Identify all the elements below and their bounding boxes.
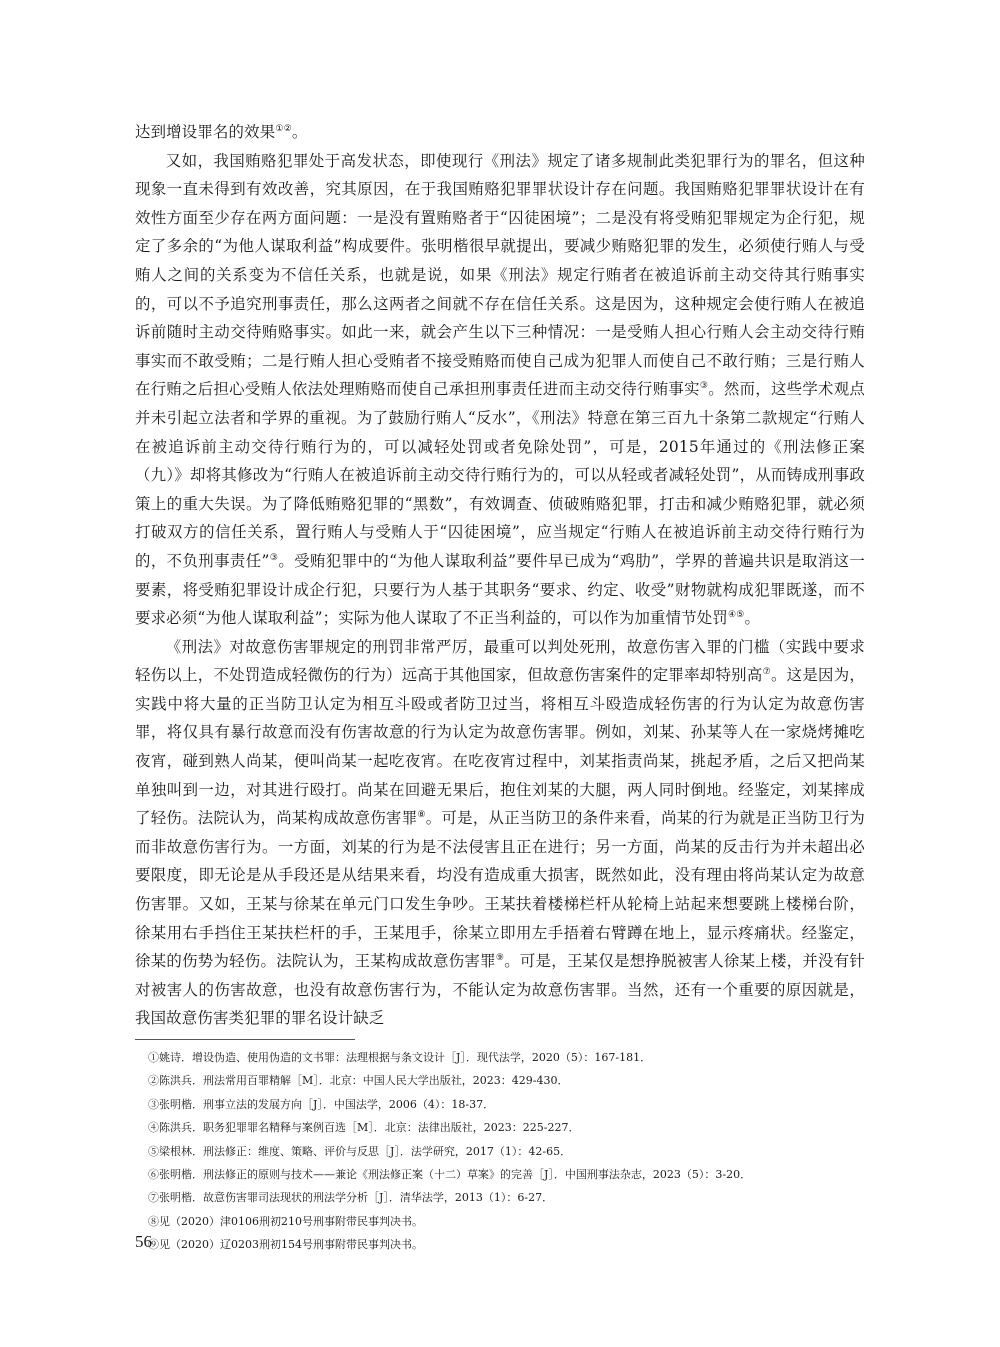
- footnote-5: ⑤梁根林．刑法修正：维度、策略、评价与反思［J］．法学研究，2017（1）：42-65．: [148, 1144, 572, 1158]
- body-text: [135, 118, 865, 1033]
- footnote-7: ⑦张明楷．故意伤害罪司法现状的刑法学分析［J］．清华法学，2013（1）：6-27．: [148, 1191, 554, 1205]
- text-run: 。这是因为，实践中将大量的正当防卫认定为相互斗殴或者防卫过当，将相互斗殴造成轻伤害的行为认定为故意伤害罪，将仅具有暴行故意而没有伤害故意的行为认定为故意伤害罪。例如，刘某、孙某等人在一家烧烤摊吃夜宵，碰到熟人尚某，便叫尚某一起吃夜宵。在吃夜宵过程中，刘某指责尚某，挑起矛盾，之后又把尚某单独叫到一边，对其进行殴打。尚某在回避无果后，抱住刘某的大腿，两人同时倒地。经鉴定，刘某摔成了轻伤。法院认为，尚某构成故意伤害罪: [135, 666, 865, 828]
- footnote-8: ⑧见（2020）津0106刑初210号刑事附带民事判决书。: [148, 1214, 423, 1228]
- text-run: 。: [744, 609, 761, 628]
- citation-mark: ③: [699, 381, 709, 392]
- page-number: 56: [135, 1232, 152, 1251]
- footnote-2: ②陈洪兵．刑法常用百罪精解［M］．北京：中国人民大学出版社，2023：429-430．: [148, 1074, 569, 1088]
- text-run: 。可是，王某仅是想挣脱被害人徐某上楼，并没有针对被害人的伤害故意，也没有故意伤害行为，不能认定为故意伤害罪。当然，还有一个重要的原因就是，我国故意伤害类犯罪的罪名设计缺乏: [135, 952, 865, 1028]
- footnote-6: ⑥张明楷．刑法修正的原则与技术——兼论《刑法修正案（十二）草案》的完善［J］．中国刑事法杂志，2023（5）：3-20．: [148, 1168, 752, 1182]
- citation-mark: ⑨: [495, 953, 505, 964]
- citation-mark: ⑧: [417, 810, 426, 821]
- text-run: 。受贿犯罪中的“为他人谋取利益”要件早已成为“鸡肋”，学界的普遍共识是取消这一要素，将受贿犯罪设计成企行犯，只要行为人基于其职务“要求、约定、收受”财物就构成犯罪既遂，而不要求必须“为他人谋取利益”；实际为他人谋取了不正当利益的，可以作为加重情节处罚: [135, 551, 865, 628]
- footnote-3: ③张明楷．刑事立法的发展方向［J］．中国法学，2006（4）：18-37．: [148, 1097, 495, 1111]
- page-content: [135, 118, 865, 1257]
- text-run: 。: [291, 123, 308, 141]
- citation-mark: ④⑤: [728, 609, 745, 620]
- text-run: 又如，我国贿赂犯罪处于高发状态，即使现行《刑法》规定了诸多规制此类犯罪行为的罪名，但这种现象一直未得到有效改善，究其原因，在于我国贿赂犯罪罪状设计存在问题。我国贿赂犯罪罪状设计在有效性方面至少存在两方面问题：一是没有置贿赂者于“囚徒困境”；二是没有将受贿犯罪规定为企行犯，规定了多余的“为他人谋取利益”构成要件。张明楷很早就提出，要减少贿赂犯罪的发生，必须使行贿人与受贿人之间的关系变为不信任关系，也就是说，如果《刑法》规定行贿者在被追诉前主动交待其行贿事实的，可以不予追究刑事责任，那么这两者之间就不存在信任关系。这是因为，这种规定会使行贿人在被追诉前随时主动交待贿赂事实。如此一来，就会产生以下三种情况：一是受贿人担心行贿人会主动交待行贿事实而不敢受贿；二是行贿人担心受贿者不接受贿赂而使自己成为犯罪人而使自己不敢行贿；三是行贿人在行贿之后担心受贿人依法处理贿赂而使自己承担刑事责任进而主动交待行贿事实: [135, 151, 865, 399]
- paragraph-2: [135, 147, 865, 633]
- footnote-1: ①姚诗．增设伪造、使用伪造的文书罪：法理根据与条文设计［J］．现代法学，2020（5）：167-181．: [148, 1051, 652, 1064]
- paragraph-1: [135, 118, 865, 147]
- footnotes-list: [135, 1046, 865, 1257]
- paragraph-3: [135, 633, 865, 1033]
- text-run: 《刑法》对故意伤害罪规定的刑罚非常严厉，最重可以判处死刑，故意伤害入罪的门槛（实践中要求轻伤以上，不处罚造成轻微伤的行为）远高于其他国家，但故意伤害案件的定罪率却特别高: [135, 637, 865, 685]
- citation-mark: ①②: [275, 123, 292, 134]
- text-run: 。然而，这些学术观点并未引起立法者和学界的重视。为了鼓励行贿人“反水”，《刑法》特意在第三百九十条第二款规定“行贿人在被追诉前主动交待行贿行为的，可以减轻处罚或者免除处罚”，可是，2015年通过的《刑法修正案（九）》却将其修改为“行贿人在被追诉前主动交待行贿行为的，可以从轻或者减轻处罚”，从而铸成刑事政策上的重大失误。为了降低贿赂犯罪的“黑数”，有效调查、侦破贿赂犯罪，打击和减少贿赂犯罪，就必须打破双方的信任关系，置行贿人与受贿人于“囚徒困境”，应当规定“行贿人在被追诉前主动交待行贿行为的，不负刑事责任”: [135, 380, 865, 570]
- citation-mark: ⑦: [762, 667, 771, 678]
- text-run: 。可是，从正当防卫的条件来看，尚某的行为就是正当防卫行为而非故意伤害行为。一方面，刘某的行为是不法侵害且正在进行；另一方面，尚某的反击行为并未超出必要限度，即无论是从手段还是从结果来看，均没有造成重大损害，既然如此，没有理由将尚某认定为故意伤害罪。又如，王某与徐某在单元门口发生争吵。王某扶着楼梯栏杆从轮椅上站起来想要跳上楼梯台阶，徐某用右手挡住王某扶栏杆的手，王某甩手，徐某立即用左手捂着右臂蹲在地上，显示疼痛状。经鉴定，徐某的伤势为轻伤。法院认为，王某构成故意伤害罪: [135, 809, 865, 971]
- footnote-divider: [135, 1039, 355, 1040]
- text-run: 达到增设罪名的效果: [135, 123, 276, 141]
- footnote-9: ⑨见（2020）辽0203刑初154号刑事附带民事判决书。: [148, 1238, 423, 1252]
- citation-mark: ③: [269, 552, 279, 563]
- footnote-4: ④陈洪兵．职务犯罪罪名精释与案例百选［M］．北京：法律出版社，2023：225-227．: [148, 1121, 580, 1135]
